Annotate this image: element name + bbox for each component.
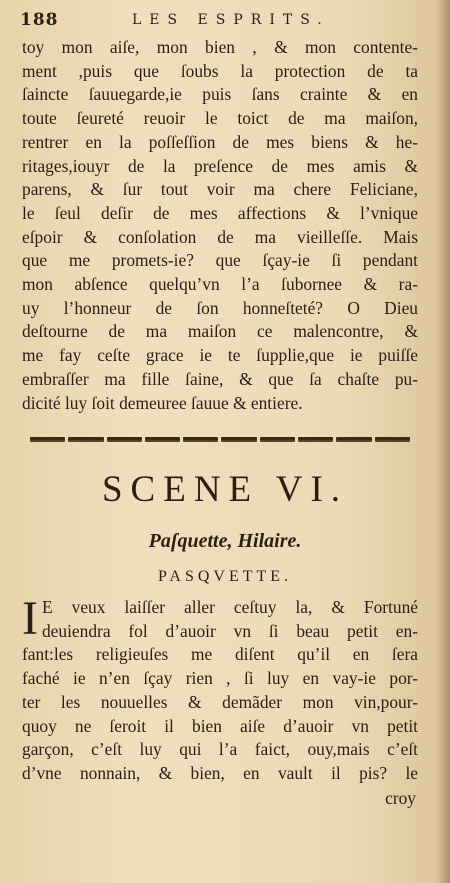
speech-paragraph	[22, 592, 418, 786]
text-line: uy l’honneur de ſon honneſteté? O Dieu	[22, 297, 418, 318]
scene-characters: Paſquette, Hilaire.	[148, 530, 302, 552]
text-line: d’vne nonnain, & bien, en vault il pis? le	[22, 762, 418, 783]
text-line: quoy ne ſeroit il bien aiſe d’auoir vn petit	[22, 715, 418, 736]
text-line: eſpoir & conſolation de ma vieilleſſe. Mais	[22, 226, 418, 247]
text-line: me fay ceſte grace ie te ſupplie,que ie puiſſe	[22, 345, 418, 366]
page-number: 188	[20, 10, 59, 30]
text-line: embraſſer ma fille ſaine, & que ſa chaſte pu-	[22, 368, 418, 389]
text-line: toute ſeureté reuoir le toict de ma maiſon,	[22, 108, 418, 129]
upper-paragraph	[22, 36, 418, 415]
text-line: mon abſence quelqu’vn l’a ſubornee & ra-	[22, 274, 418, 295]
text-line: rentrer en la poſſeſſion de mes biens & he-	[22, 131, 418, 152]
text-line: deuiendra fol d’auoir vn ſi beau petit en-	[41, 620, 418, 641]
running-head	[20, 10, 430, 34]
page-edge-shadow	[436, 0, 450, 883]
text-line: fant:les religieuſes me diſent qu’il en ſera	[22, 644, 418, 665]
running-title: LES ESPRITS.	[132, 12, 330, 28]
text-line: garçon, c’eſt luy qui l’a faict, ouy,mais c’eſt	[22, 739, 418, 760]
text-line: le ſeul deſir de mes affections & l’vnique	[22, 202, 418, 223]
text-line: dicité luy ſoit demeuree ſauue & entiere.	[22, 392, 303, 413]
text-line: E veux laiſſer aller ceſtuy la, & Fortuné	[41, 597, 418, 617]
text-line: ritages,iouyr de la preſence de mes amis &	[22, 155, 418, 176]
text-line: que me promets-ie? que ſçay-ie ſi pendant	[22, 250, 418, 271]
text-line: deſtourne de ma maiſon ce malencontre, &	[22, 321, 418, 342]
scene-heading: SCENE VI.	[101, 469, 349, 510]
text-line: faché ie n’en ſçay rien , ſi luy en vay-ie por-	[22, 668, 418, 689]
drop-cap: I	[22, 592, 38, 645]
text-line: parens, & ſur tout voir ma chere Feliciane,	[22, 179, 418, 200]
text-line: toy mon aiſe, mon bien , & mon contente-	[22, 37, 418, 57]
text-line: ment ,puis que ſoubs la protection de ta	[22, 60, 418, 81]
decorative-rule	[30, 435, 410, 443]
catchword: croy	[385, 788, 416, 808]
text-line: ſaincte ſauuegarde,ie puis ſans crainte & en	[22, 84, 418, 105]
speaker-name: PASQVETTE.	[157, 568, 293, 585]
text-line: ter les nouuelles & demãder mon vin,pour-	[22, 691, 418, 712]
